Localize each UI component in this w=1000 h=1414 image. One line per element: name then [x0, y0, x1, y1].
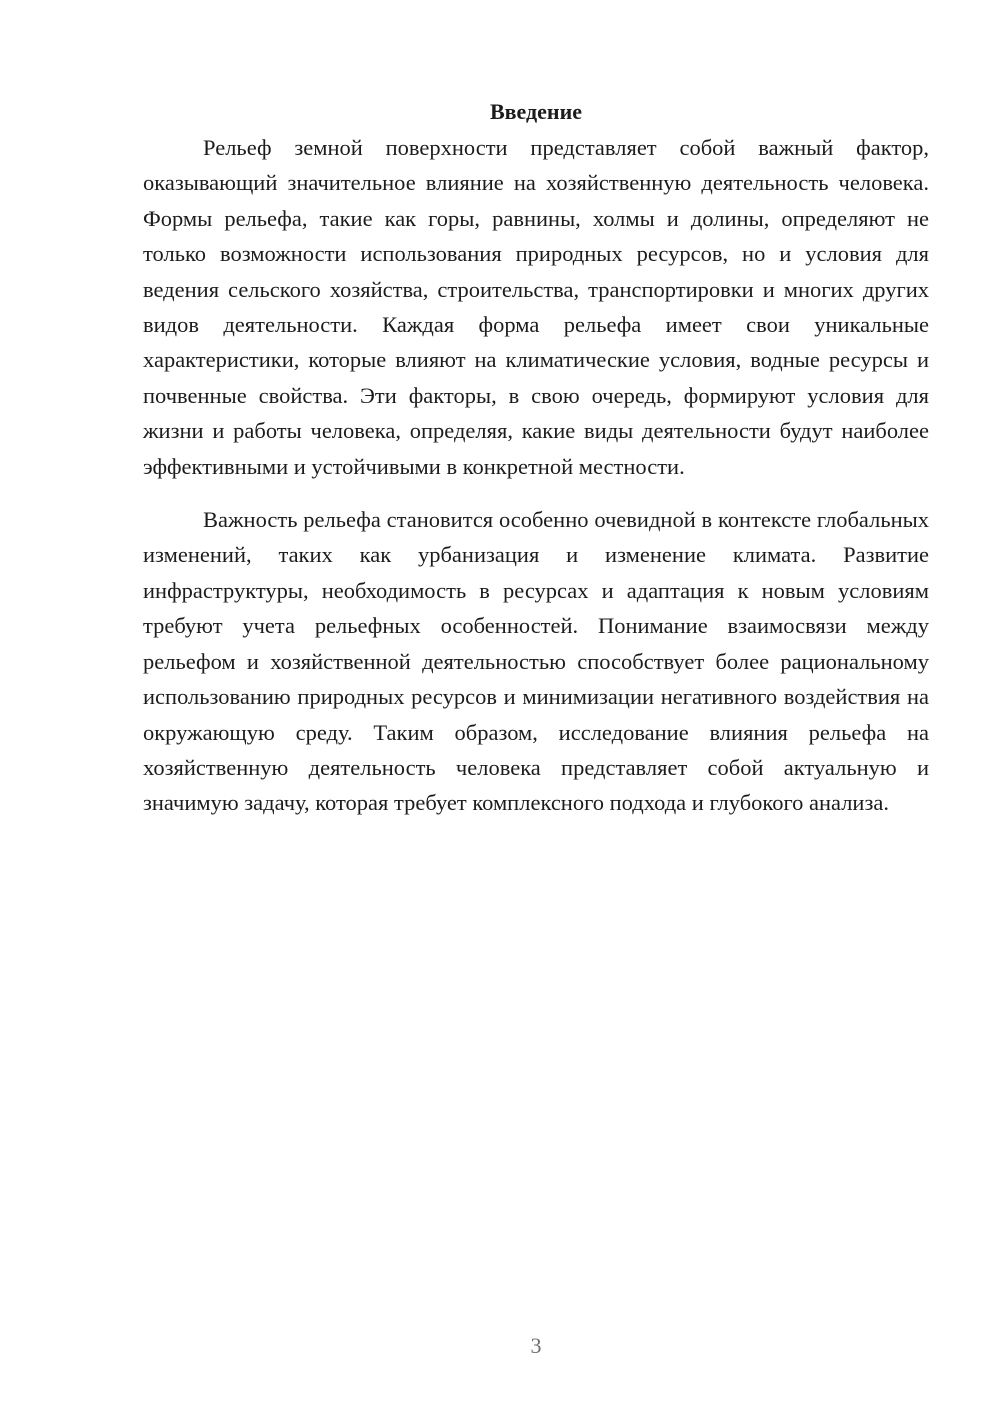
paragraph-2: Важность рельефа становится особенно очевидной в контексте глобальных изменений, таких как урбанизация и изменение климата. Развитие инфраструктуры, необходимость в ресурсах и адаптация к новым условиям требуют учета рельефных особенностей. Понимание взаимосвязи между рельефом и хозяйственной деятельностью способствует более рациональному использованию природных ресурсов и минимизации негативного воздействия на окружающую среду. Таким образом, исследование влияния рельефа на хозяйственную деятельность человека представляет собой актуальную и значимую задачу, которая требует комплексного подхода и глубокого анализа.: [143, 507, 929, 816]
page-content: [143, 94, 929, 821]
page-number: 3: [530, 1333, 542, 1358]
paragraph-1: Рельеф земной поверхности представляет собой важный фактор, оказывающий значительное влияние на хозяйственную деятельность человека. Формы рельефа, такие как горы, равнины, холмы и долины, определяют не только возможности использования природных ресурсов, но и условия для ведения сельского хозяйства, строительства, транспортировки и многих других видов деятельности. Каждая форма рельефа имеет свои уникальные характеристики, которые влияют на климатические условия, водные ресурсы и почвенные свойства. Эти факторы, в свою очередь, формируют условия для жизни и работы человека, определяя, какие виды деятельности будут наиболее эффективными и устойчивыми в конкретной местности.: [143, 135, 929, 479]
section-heading: Введение: [489, 99, 583, 124]
